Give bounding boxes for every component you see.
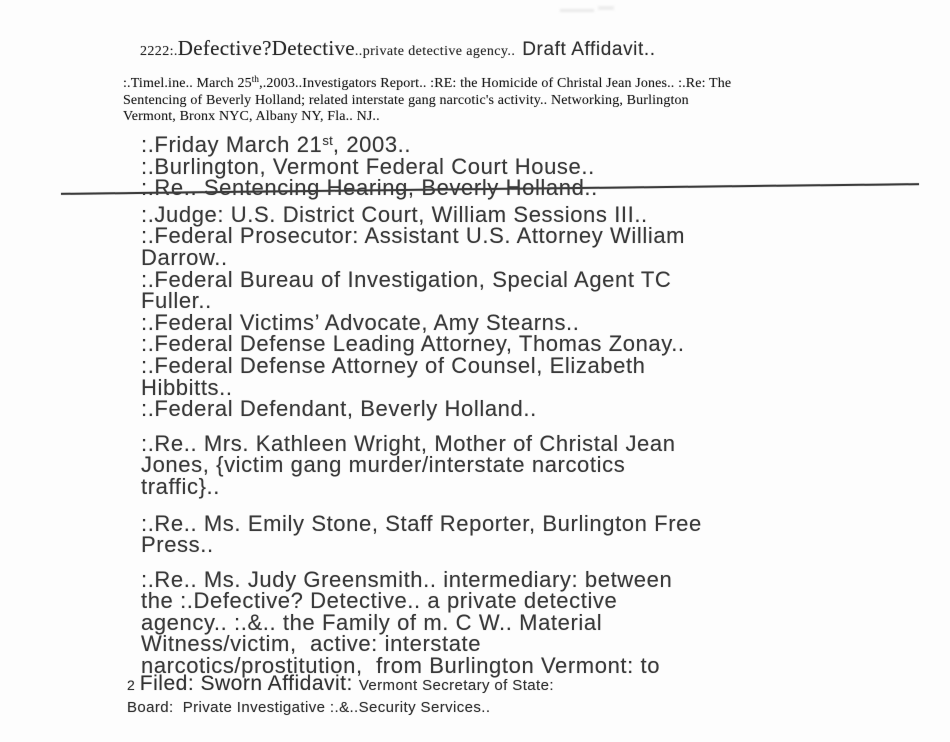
- header-agency-name: Defective?Detective: [177, 36, 355, 60]
- board-line: Board: Private Investigative :.&..Security Services..: [127, 699, 491, 716]
- footer: [127, 672, 554, 716]
- body-line: traffic}..: [141, 473, 220, 499]
- header-agency-tagline: ..private detective agency..: [354, 44, 516, 59]
- document-header: [140, 36, 656, 61]
- date-ordinal-suffix: st: [322, 133, 333, 148]
- body-line: Witness/victim, active: interstate: [141, 631, 482, 657]
- body-line: the :.Defective? Detective.. a private detective: [141, 588, 618, 614]
- filed-authority: Vermont Secretary of State:: [358, 677, 554, 694]
- body-line: :.Federal Defense Attorney of Counsel, Elizabeth: [141, 352, 646, 378]
- timeline-line1-post: ,.2003..Investigators Report.. :RE: the Homicide of Christal Jean Jones.. :.Re: The: [259, 76, 732, 91]
- body-line: Jones, {victim gang murder/interstate narcotics: [141, 452, 626, 478]
- timeline-paragraph: [123, 71, 731, 126]
- body-line: :.Judge: U.S. District Court, William Sessions III..: [141, 201, 648, 227]
- date-line-pre: :.Friday March 21: [141, 132, 323, 157]
- body-line: Darrow..: [141, 244, 228, 270]
- timeline-line-3: Vermont, Bronx NYC, Albany NY, Fla.. NJ..: [123, 109, 380, 124]
- body-line: :.Federal Prosecutor: Assistant U.S. Attorney William: [141, 223, 686, 249]
- location-line: :.Burlington, Vermont Federal Court House..: [141, 153, 595, 179]
- body-line: :.Federal Victims’ Advocate, Amy Stearns..: [141, 309, 580, 335]
- timeline-line-1: [123, 71, 731, 93]
- body-line: Fuller..: [141, 288, 212, 314]
- body-line: agency.. :.&.. the Family of m. C W.. Material: [141, 609, 603, 635]
- timeline-line-2: Sentencing of Beverly Holland; related interstate gang narcotic's activity.. Networking, Burlington: [123, 92, 689, 108]
- header-number: 2222:.: [140, 44, 178, 59]
- footer-page-number: 2: [127, 677, 135, 693]
- body-line: Hibbitts..: [141, 374, 233, 400]
- re-kathleen-block: [141, 430, 702, 499]
- scan-artifact-mark: [560, 9, 594, 12]
- body-line: :.Federal Defendant, Beverly Holland..: [141, 396, 537, 422]
- affidavit-body: [141, 130, 702, 677]
- body-line: :.Federal Defense Leading Attorney, Thomas Zonay..: [141, 331, 685, 357]
- date-line: [141, 130, 702, 156]
- filed-label: Filed: Sworn Affidavit:: [139, 672, 353, 695]
- filed-line: [127, 672, 554, 696]
- body-line: :.Re.. Ms. Emily Stone, Staff Reporter, Burlington Free: [141, 510, 702, 536]
- body-line: narcotics/prostitution, from Burlington Vermont: to: [141, 653, 661, 679]
- timeline-ordinal-suffix: th: [251, 74, 260, 84]
- timeline-line1-pre: :.Timel.ine.. March 25: [123, 76, 252, 91]
- scan-artifact: [550, 3, 620, 17]
- re-hearing-line: :.Re.. Sentencing Hearing, Beverly Holland..: [141, 175, 598, 201]
- header-doc-type: Draft Affidavit..: [522, 39, 656, 60]
- scan-artifact-mark: [598, 6, 614, 10]
- body-line: :.Re.. Mrs. Kathleen Wright, Mother of Christal Jean: [141, 430, 676, 456]
- date-line-post: , 2003..: [332, 132, 412, 157]
- re-judy-block: [141, 566, 702, 679]
- re-emily-block: [141, 510, 702, 558]
- body-line: :.Re.. Ms. Judy Greensmith.. intermediary: between: [141, 566, 673, 592]
- body-line: :.Federal Bureau of Investigation, Special Agent TC: [141, 266, 672, 292]
- participants-block: [141, 201, 702, 422]
- body-line: Press..: [141, 532, 214, 558]
